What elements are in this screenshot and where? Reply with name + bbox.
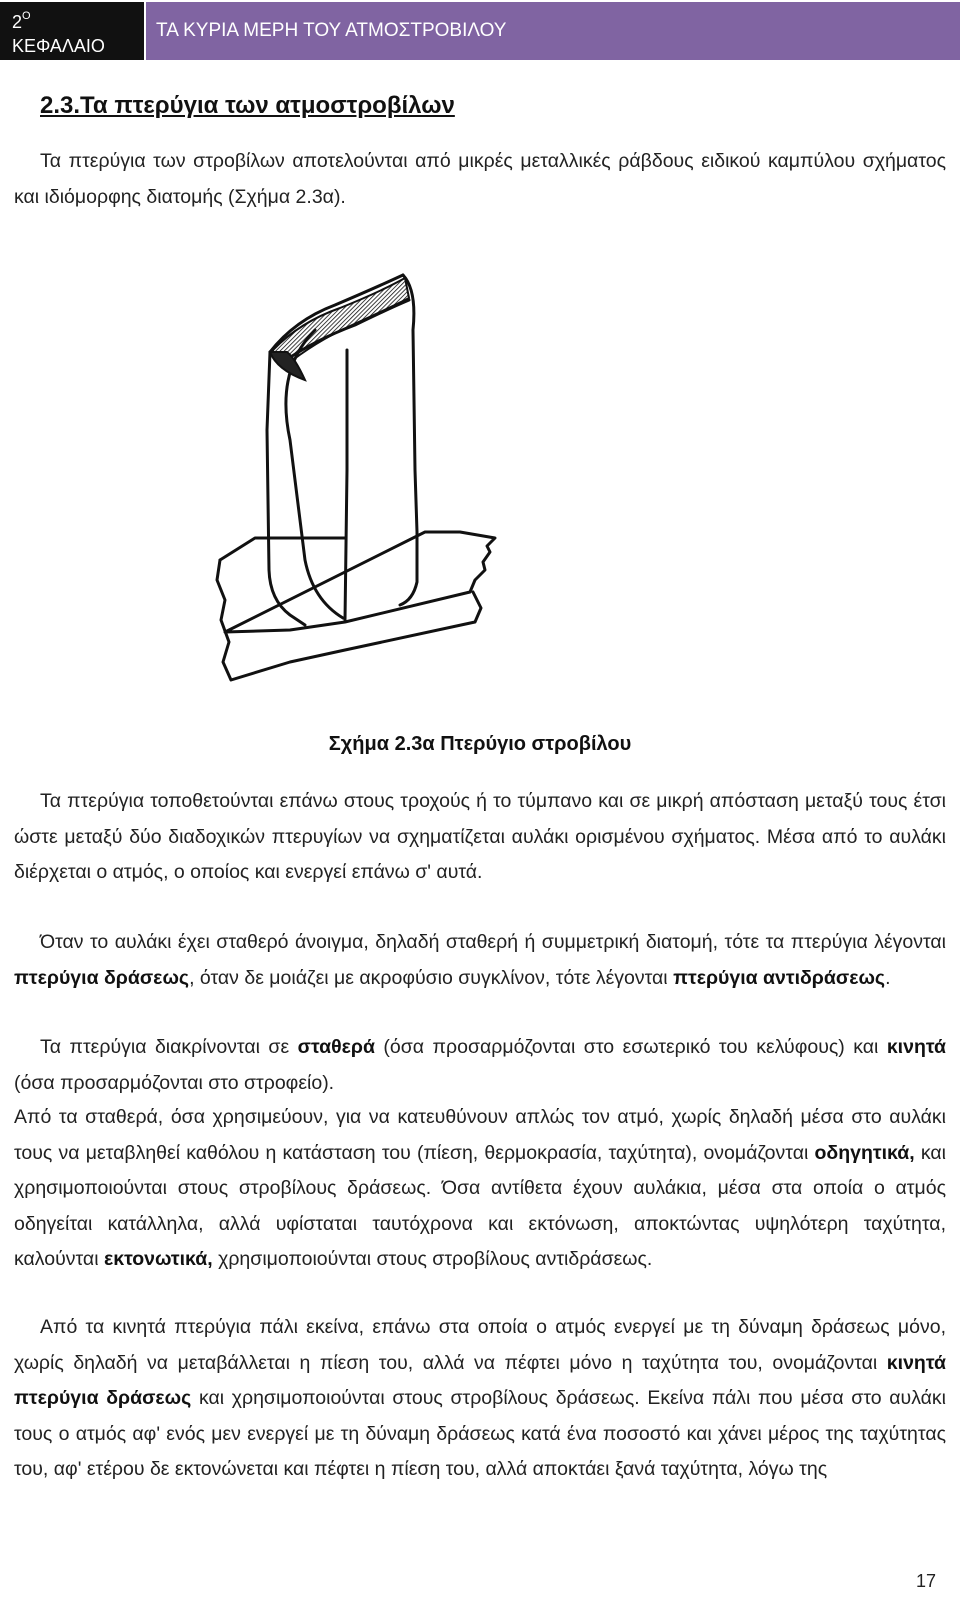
term-reaction-blades: πτερύγια αντιδράσεως: [673, 966, 886, 989]
paragraph-3-text-c: (όσα προσαρμόζονται στο εσωτερικό του κελύφους) και: [374, 1036, 887, 1058]
paragraph-2: [14, 925, 946, 996]
chapter-ordinal-mark: Ο: [22, 10, 31, 22]
intro-paragraph: Τα πτερύγια των στροβίλων αποτελούνται από μικρές μεταλλικές ράβδους ειδικού καμπύλου σχήματος και ιδιόμορφης διατομής (Σχήμα 2.3α).: [14, 150, 946, 208]
page-number: 17: [915, 1571, 936, 1591]
figure-caption: Σχήμα 2.3α Πτερύγιο στροβίλου: [328, 733, 632, 755]
chapter-title: ΤΑ ΚΥΡΙΑ ΜΕΡΗ ΤΟΥ ΑΤΜΟΣΤΡΟΒΙΛΟΥ: [156, 20, 507, 41]
paragraph-1: Τα πτερύγια τοποθετούνται επάνω στους τροχούς ή το τύμπανο και σε μικρή απόσταση μεταξύ τους έτσι ώστε μεταξύ δύο διαδοχικών πτερυγίων να σχηματίζεται αυλάκι ορισμένου σχήματος. Μέσα από το αυλάκι διέρχεται ο ατμός, ο οποίος και ενεργεί επάνω σ' αυτά.: [14, 790, 946, 883]
paragraph-3: [14, 1030, 946, 1101]
paragraph-2-text-a: Όταν το αυλάκι έχει σταθερό άνοιγμα, δηλαδή σταθερή ή συμμετρική διατομή, τότε τα πτερύγια λέγονται: [40, 931, 946, 953]
chapter-title-band: [146, 2, 960, 60]
paragraph-4: [14, 1100, 946, 1278]
paragraph-3-text-a: Τα πτερύγια διακρίνονται σε: [40, 1036, 298, 1058]
page-header: [0, 0, 960, 60]
blade-cross-section: [273, 278, 409, 366]
base-plate-top: [220, 532, 495, 632]
blade-right-edge: [400, 275, 417, 605]
term-moving-impulse-blades: κινητά πτερύγια δράσεως: [14, 1351, 946, 1409]
term-expansion: εκτονωτικά,: [103, 1248, 213, 1270]
section-heading: 2.3.Τα πτερύγια των ατμοστροβίλων: [40, 92, 455, 119]
paragraph-5-text-c: και χρησιμοποιούνται στους στροβίλους δράσεως. Εκείνα πάλι που μέσα στο αυλάκι τους ο ατμός αφ' ενός μεν ενεργεί με τη δύναμη δράσεως κατά ένα ποσοστό και χάνει μέρος της ταχύτητας του, αφ' ετέρου δε εκτονώνεται και πέφτει η πίεση του, αλλά αποκτάει ξανά ταχύτητα, λόγω της: [14, 1387, 946, 1480]
term-moving: κινητά: [886, 1036, 947, 1058]
chapter-label: ΚΕΦΑΛΑΙΟ: [12, 36, 105, 56]
chapter-number: 2: [12, 12, 23, 32]
paragraph-4-text-e: χρησιμοποιούνται στους στροβίλους αντιδράσεως.: [212, 1248, 653, 1270]
paragraph-5-text-a: Από τα κινητά πτερύγια πάλι εκείνα, επάνω στα οποία ο ατμός ενεργεί με τη δύναμη δράσεως μόνο, χωρίς δηλαδή να μεταβάλλεται η πίεση του, αλλά να πέφτει μόνο η ταχύτητα του, ονομάζονται: [14, 1316, 946, 1374]
blade-cross-section-lobe: [270, 352, 305, 380]
paragraph-4-text-a: Από τα σταθερά, όσα χρησιμεύουν, για να κατευθύνουν απλώς τον ατμό, χωρίς δηλαδή μέσα στο αυλάκι τους να μεταβληθεί καθόλου η κατάσταση του (πίεση, θερμοκρασία, ταχύτητα), ονομάζονται: [14, 1106, 946, 1164]
term-impulse-blades: πτερύγια δράσεως: [14, 966, 190, 989]
blade-inner-line: [345, 350, 347, 620]
term-fixed: σταθερά: [297, 1036, 375, 1058]
paragraph-3-text-e: (όσα προσαρμόζονται στο στροφείο).: [14, 1071, 335, 1094]
paragraph-4-text-c: και χρησιμοποιούνται στους στροβίλους δράσεως. Όσα αντίθετα έχουν αυλάκια, μέσα στα οποία ο ατμός οδηγείται κατάλληλα, αλλά υφίσταται ταυτόχρονα και εκτόνωση, αποκτώντας υψηλότερη ταχύτητα, καλούνται: [14, 1141, 946, 1270]
term-guide: οδηγητικά,: [814, 1141, 915, 1164]
paragraph-5: [14, 1310, 946, 1488]
turbine-blade-figure: [195, 270, 615, 700]
paragraph-2-text-c: , όταν δε μοιάζει με ακροφύσιο συγκλίνον, τότε λέγονται: [189, 966, 674, 989]
paragraph-2-text-e: .: [885, 966, 891, 989]
chapter-box: [0, 2, 144, 60]
